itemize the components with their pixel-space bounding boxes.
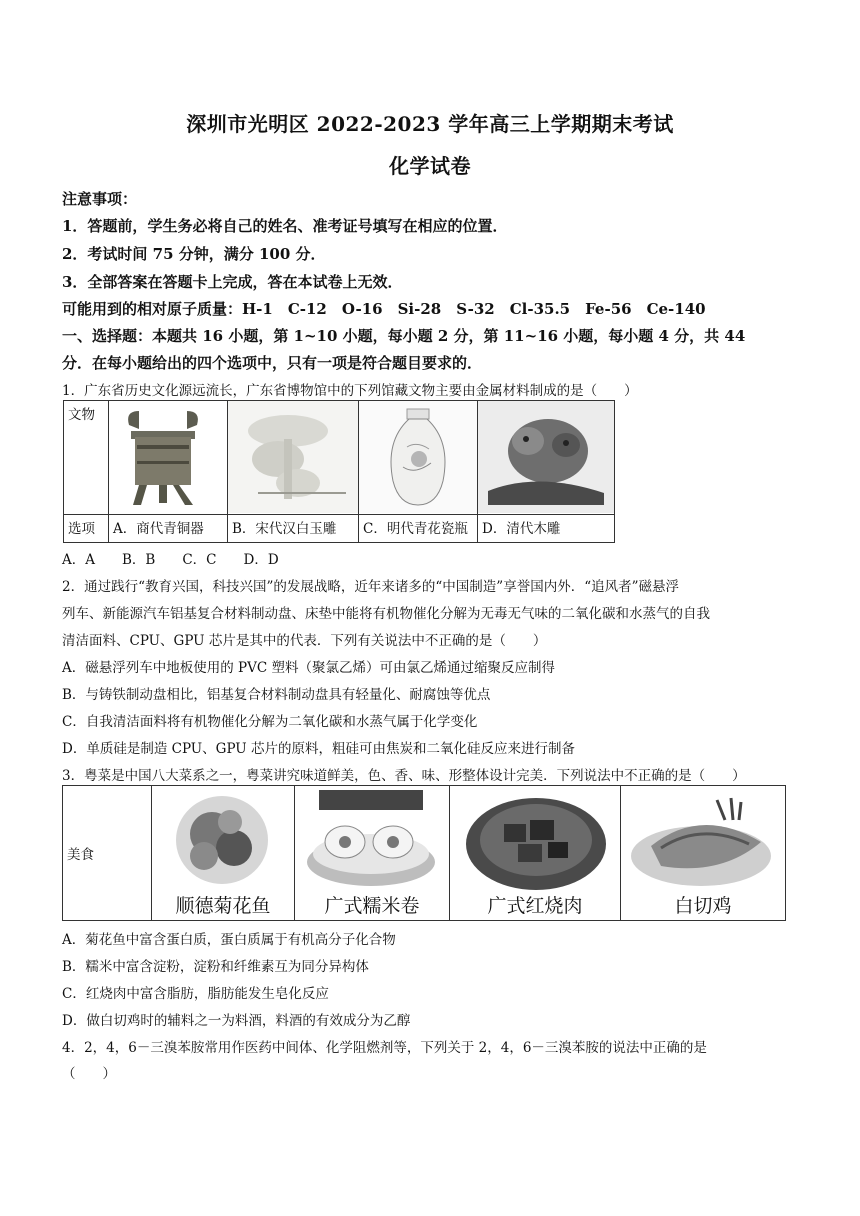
exam-subtitle: 化学试卷 [389, 154, 471, 178]
q3-food-cell [152, 786, 295, 921]
q1-row-label-relic: 文物 [64, 401, 109, 515]
q3-option-c: C．红烧肉中富含脂肪，脂肪能发生皂化反应 [62, 986, 329, 1002]
q3-option-d: D．做白切鸡时的辅料之一为料酒，料酒的有效成分为乙醇 [62, 1013, 411, 1029]
q1-option-d: D．清代木雕 [478, 515, 615, 543]
q1-option-c: C．明代青花瓷瓶 [359, 515, 478, 543]
q2-option-b: B．与铸铁制动盘相比，铝基复合材料制动盘具有轻量化、耐腐蚀等优点 [62, 687, 491, 703]
q1-image-bronze [109, 401, 228, 515]
note-item: 1．答题前，学生务必将自己的姓名、准考证号填写在相应的位置． [62, 217, 508, 235]
q1-option-b: B．宋代汉白玉雕 [228, 515, 359, 543]
chrysanthemum-fish-image [152, 786, 294, 896]
section-heading-cont: 分．在每小题给出的四个选项中，只有一项是符合题目要求的． [62, 354, 483, 372]
q2-option-d: D．单质硅是制造 CPU、GPU 芯片的原料，粗硅可由焦炭和二氧化硅反应来进行制备 [62, 741, 575, 757]
q2-stem-line: 清洁面料、CPU、GPU 芯片是其中的代表．下列有关说法中不正确的是（ ） [62, 633, 547, 649]
notes-heading: 注意事项： [62, 190, 138, 208]
note-item: 2．考试时间 75 分钟，满分 100 分． [62, 245, 326, 263]
q4-stem: 4．2，4，6－三溴苯胺常用作医药中间体、化学阻燃剂等，下列关于 2，4，6－三溴苯胺的说法中正确的是 [62, 1040, 707, 1056]
q1-row-label-option: 选项 [64, 515, 109, 543]
q1-answer-choices: A．A B．B C．C D．D [62, 552, 279, 568]
q3-food-cell [295, 786, 450, 921]
porcelain-vase-image [359, 401, 477, 513]
q2-stem-line: 2．通过践行“教育兴国，科技兴国”的发展战略，近年来诸多的“中国制造”享誉国内外．“追风者”磁悬浮 [62, 579, 679, 595]
q3-stem: 3．粤菜是中国八大菜系之一，粤菜讲究味道鲜美，色、香、味、形整体设计完美．下列说法中不正确的是（ ） [62, 768, 746, 784]
q1-table [63, 400, 615, 543]
food-label: 广式红烧肉 [487, 895, 583, 917]
q3-option-a: A．菊花鱼中富含蛋白质，蛋白质属于有机高分子化合物 [62, 932, 396, 948]
wood-carving-image [478, 401, 614, 513]
q1-image-jade [228, 401, 359, 515]
jade-carving-image [228, 401, 358, 513]
q1-stem: 1．广东省历史文化源远流长，广东省博物馆中的下列馆藏文物主要由金属材料制成的是（ ） [62, 383, 638, 399]
atomic-mass-line: 可能用到的相对原子质量：H-1 C-12 O-16 Si-28 S-32 Cl-35.5 Fe-56 Ce-140 [62, 300, 706, 318]
q3-table [62, 785, 786, 921]
q2-option-c: C．自我清洁面料将有机物催化分解为二氧化碳和水蒸气属于化学变化 [62, 714, 478, 730]
q1-image-porcelain [359, 401, 478, 515]
glutinous-rice-roll-image [295, 786, 449, 896]
q2-option-a: A．磁悬浮列车中地板使用的 PVC 塑料（聚氯乙烯）可由氯乙烯通过缩聚反应制得 [62, 660, 555, 676]
section-heading: 一、选择题：本题共 16 小题，第 1~10 小题，每小题 2 分，第 11~16 小题，每小题 4 分，共 44 [62, 327, 746, 345]
braised-pork-image [450, 786, 620, 896]
food-label: 白切鸡 [674, 895, 732, 917]
food-label: 顺德菊花鱼 [175, 895, 271, 917]
exam-title: 深圳市光明区 2022-2023 学年高三上学期期末考试 [186, 112, 674, 136]
bronze-vessel-image [109, 401, 227, 513]
q4-answer-blank: （ ） [62, 1066, 116, 1082]
note-item: 3．全部答案在答题卡上完成，答在本试卷上无效． [62, 273, 403, 291]
q3-row-label: 美食 [63, 786, 152, 921]
q3-food-cell [621, 786, 786, 921]
food-label: 广式糯米卷 [324, 895, 420, 917]
q2-stem-line: 列车、新能源汽车铝基复合材料制动盘、床垫中能将有机物催化分解为无毒无气味的二氧化碳和水蒸气的自我 [62, 606, 710, 622]
q3-food-cell [450, 786, 621, 921]
white-cut-chicken-image [621, 786, 785, 896]
q3-option-b: B．糯米中富含淀粉，淀粉和纤维素互为同分异构体 [62, 959, 369, 975]
q1-option-a: A．商代青铜器 [109, 515, 228, 543]
q1-image-woodcarving [478, 401, 615, 515]
